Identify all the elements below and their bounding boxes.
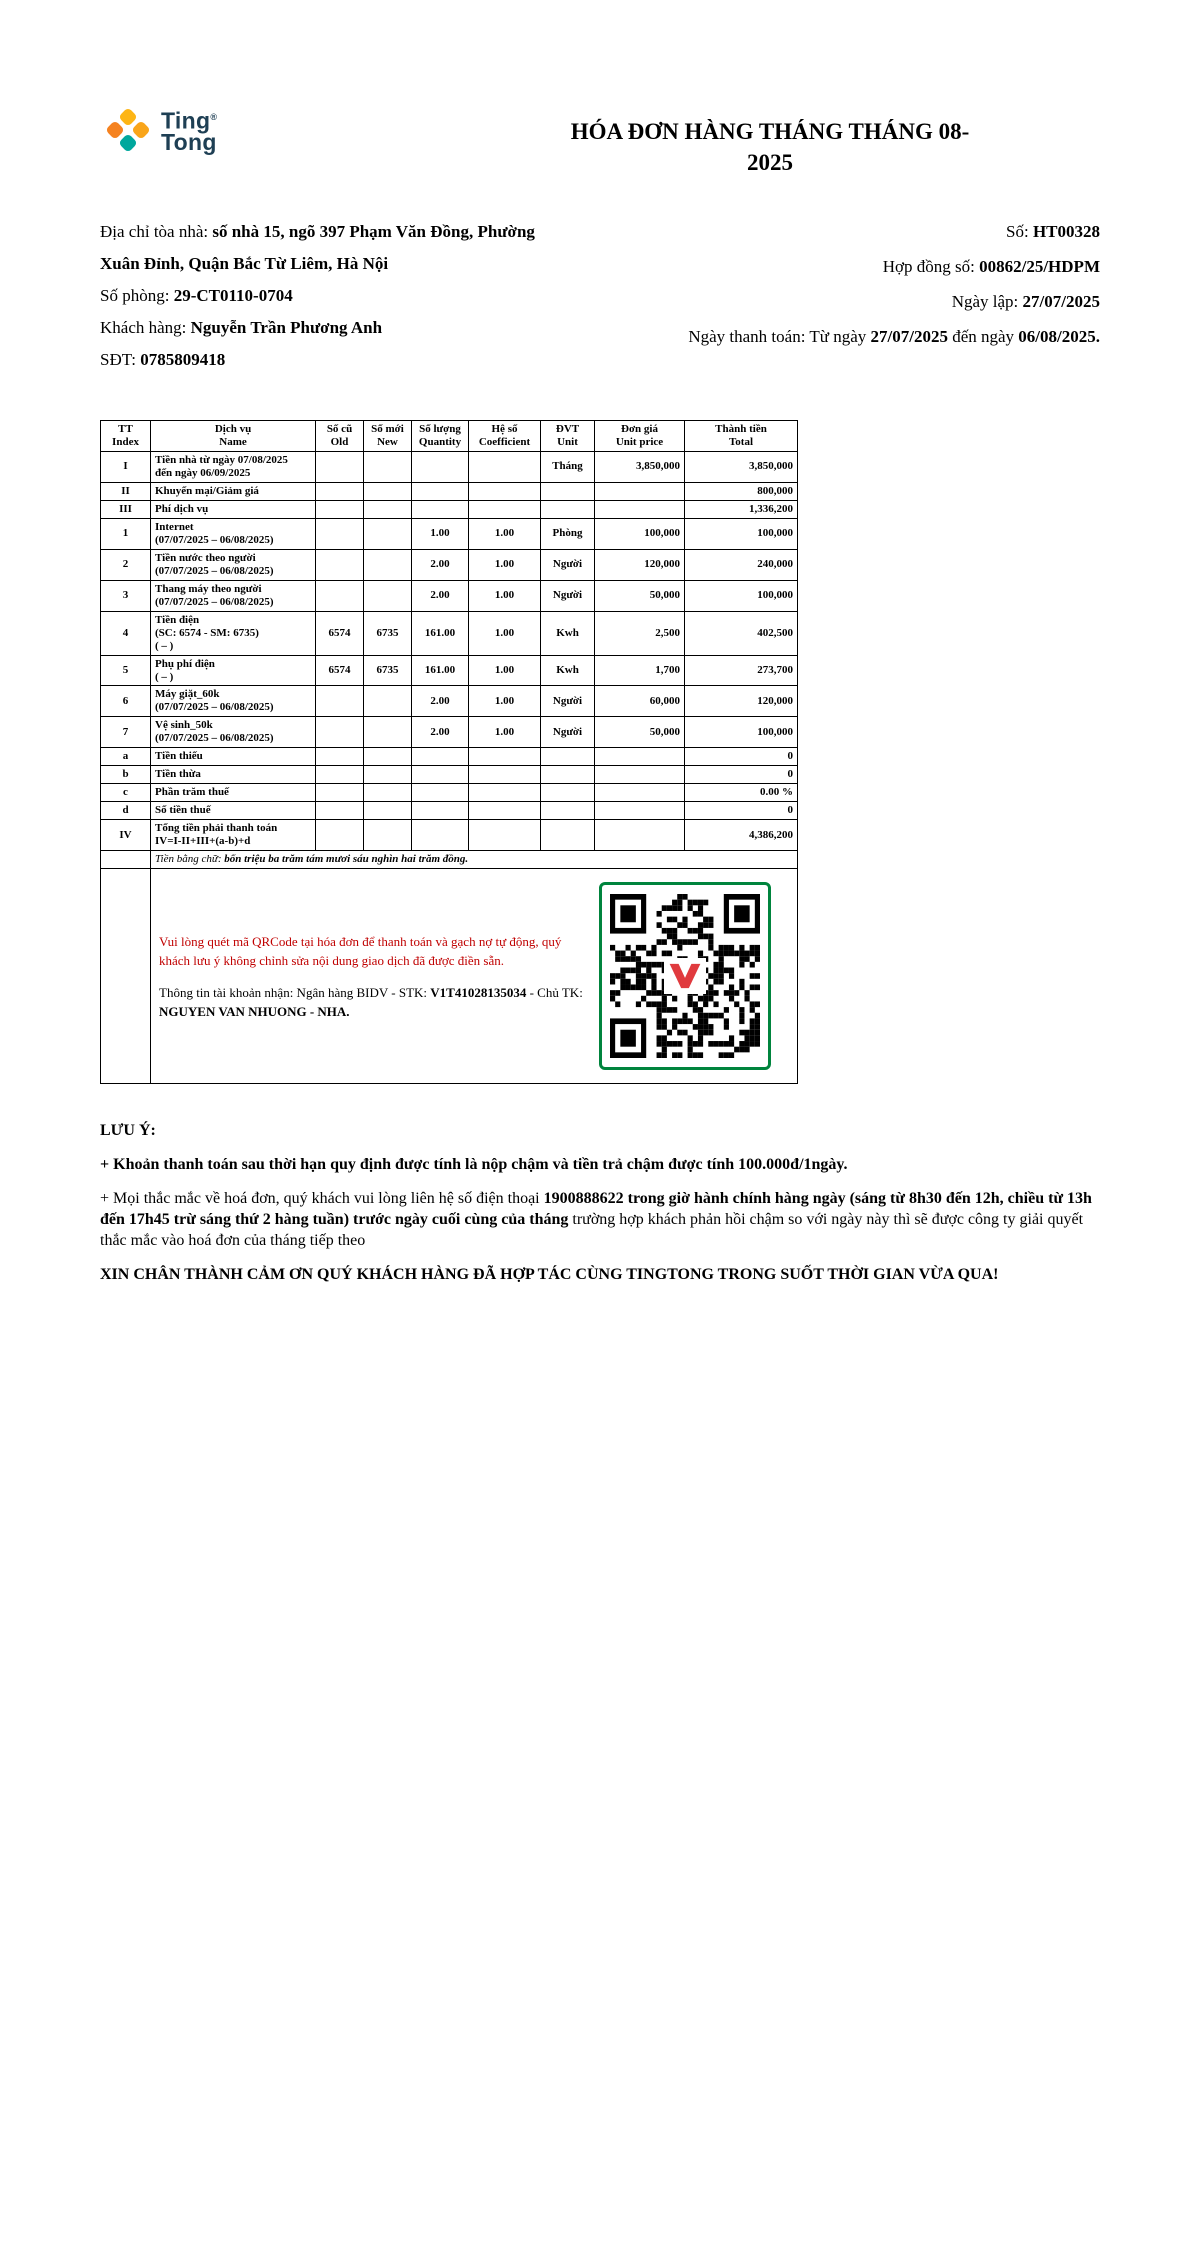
cell-coef: 1.00 <box>469 611 541 655</box>
cell-price: 1,700 <box>595 655 685 686</box>
cell-unit <box>541 802 595 820</box>
cell-old <box>316 802 364 820</box>
service-row-c <box>101 784 798 802</box>
column-header: TT Index <box>101 421 151 452</box>
cell-total: 4,386,200 <box>685 820 798 851</box>
cell-coef <box>469 784 541 802</box>
service-row-II <box>101 482 798 500</box>
bank-account-info <box>159 983 591 1021</box>
hotline-number-and-hours: 1900888622 trong giờ hành chính hàng ngày (sáng từ 8h30 đến 12h, chiều từ 13h đến 17h45 trừ sáng thứ 2 hàng tuần) trước ngày cuối cùng của tháng <box>100 1190 1092 1229</box>
column-header: Số mới New <box>364 421 412 452</box>
cell-price <box>595 500 685 518</box>
cell-coef: 1.00 <box>469 686 541 717</box>
cell-name: Internet (07/07/2025 – 06/08/2025) <box>151 518 316 549</box>
service-row-b <box>101 766 798 784</box>
cell-coef: 1.00 <box>469 549 541 580</box>
cell-old: 6574 <box>316 655 364 686</box>
invoice-number-value: HT00328 <box>1032 222 1100 241</box>
cell-total: 240,000 <box>685 549 798 580</box>
cell-new: 6735 <box>364 611 412 655</box>
cell-new <box>364 518 412 549</box>
cell-qty: 2.00 <box>412 686 469 717</box>
invoice-document <box>100 0 1100 1285</box>
cell-unit: Kwh <box>541 655 595 686</box>
cell-new <box>364 549 412 580</box>
cell-price <box>595 748 685 766</box>
invoice-number-label: Số: <box>1006 222 1033 241</box>
cell-tt: 3 <box>101 580 151 611</box>
qr-payment-notice: Vui lòng quét mã QRCode tại hóa đơn để thanh toán và gạch nợ tự động, quý khách lưu ý không chỉnh sửa nội dung giao dịch đã được điền sẵn. <box>159 933 562 968</box>
cell-price: 3,850,000 <box>595 451 685 482</box>
hotline-note <box>100 1188 1100 1251</box>
service-row-a <box>101 748 798 766</box>
qr-instruction-block <box>159 932 591 1021</box>
cell-total: 0.00 % <box>685 784 798 802</box>
cell-qty: 1.00 <box>412 518 469 549</box>
table-header-row <box>101 421 798 452</box>
cell-qty: 161.00 <box>412 611 469 655</box>
cell-total: 800,000 <box>685 482 798 500</box>
cell-tt: a <box>101 748 151 766</box>
service-row-2 <box>101 549 798 580</box>
invoice-table-body <box>101 451 798 850</box>
service-row-1 <box>101 518 798 549</box>
cell-total: 100,000 <box>685 518 798 549</box>
cell-total: 100,000 <box>685 717 798 748</box>
cell-price <box>595 820 685 851</box>
cell-unit: Người <box>541 549 595 580</box>
footer-notes <box>100 1120 1100 1285</box>
account-holder-name: NGUYEN VAN NHUONG - NHA. <box>159 1003 350 1019</box>
cell-tt: I <box>101 451 151 482</box>
cell-coef <box>469 820 541 851</box>
cell-coef: 1.00 <box>469 518 541 549</box>
contract-number-label: Hợp đồng số: <box>882 257 980 276</box>
cell-empty <box>101 869 151 1084</box>
cell-old <box>316 784 364 802</box>
cell-unit <box>541 784 595 802</box>
column-header: Đơn giá Unit price <box>595 421 685 452</box>
cell-tt: II <box>101 482 151 500</box>
issue-date-value: 27/07/2025 <box>1022 292 1100 311</box>
cell-tt: 2 <box>101 549 151 580</box>
hotline-note-outro: trường hợp khách phản hồi chậm so với ngày này thì sẽ được công ty giải quyết thắc mắc vào hoá đơn của tháng tiếp theo <box>100 1211 1084 1250</box>
cell-total: 402,500 <box>685 611 798 655</box>
cell-qty <box>412 451 469 482</box>
room-number-value: 29-CT0110-0704 <box>173 286 293 305</box>
contract-number-value: 00862/25/HDPM <box>979 257 1100 276</box>
cell-total: 100,000 <box>685 580 798 611</box>
cell-name: Khuyến mại/Giảm giá <box>151 482 316 500</box>
column-header: Số lượng Quantity <box>412 421 469 452</box>
cell-coef: 1.00 <box>469 655 541 686</box>
brand-name <box>161 107 217 153</box>
cell-total: 0 <box>685 802 798 820</box>
cell-total: 120,000 <box>685 686 798 717</box>
cell-unit <box>541 748 595 766</box>
invoice-table-footer <box>101 851 798 1084</box>
cell-price: 50,000 <box>595 717 685 748</box>
cell-coef: 1.00 <box>469 717 541 748</box>
cell-qty: 2.00 <box>412 549 469 580</box>
cell-new <box>364 686 412 717</box>
cell-coef <box>469 802 541 820</box>
cell-new <box>364 451 412 482</box>
cell-old <box>316 580 364 611</box>
cell-price: 100,000 <box>595 518 685 549</box>
service-row-3 <box>101 580 798 611</box>
tingtong-flower-icon <box>104 106 152 154</box>
cell-name: Tiền nước theo người (07/07/2025 – 06/08/2025) <box>151 549 316 580</box>
service-row-7 <box>101 717 798 748</box>
service-row-III <box>101 500 798 518</box>
invoice-header <box>100 106 1100 178</box>
customer-name <box>100 312 578 344</box>
cell-new <box>364 820 412 851</box>
customer-phone-value: 0785809418 <box>140 350 226 369</box>
cell-old <box>316 748 364 766</box>
cell-tt: 4 <box>101 611 151 655</box>
cell-qty <box>412 820 469 851</box>
cell-new: 6735 <box>364 655 412 686</box>
cell-unit: Kwh <box>541 611 595 655</box>
payment-from-date: 27/07/2025 <box>870 327 948 346</box>
cell-price: 50,000 <box>595 580 685 611</box>
brand-name-line1: Ting <box>161 107 211 134</box>
cell-coef: 1.00 <box>469 580 541 611</box>
cell-unit: Phòng <box>541 518 595 549</box>
vietqr-v-icon <box>664 958 706 994</box>
cell-qty: 2.00 <box>412 717 469 748</box>
payment-period-separator: đến ngày <box>947 327 1019 346</box>
registered-trademark-mark: ® <box>210 112 218 123</box>
cell-name: Tổng tiền phải thanh toán IV=I-II+III+(a-b)+d <box>151 820 316 851</box>
payment-period-label: Ngày thanh toán: Từ ngày <box>688 327 871 346</box>
service-row-d <box>101 802 798 820</box>
building-address-label: Địa chỉ tòa nhà: <box>100 222 213 241</box>
column-header: Dịch vụ Name <box>151 421 316 452</box>
cell-total: 1,336,200 <box>685 500 798 518</box>
qr-payment-cell <box>151 869 798 1084</box>
thank-you-note: XIN CHÂN THÀNH CẢM ƠN QUÝ KHÁCH HÀNG ĐÃ HỢP TÁC CÙNG TINGTONG TRONG SUỐT THỜI GIAN VỪA QUA! <box>100 1266 999 1284</box>
service-row-5 <box>101 655 798 686</box>
cell-name: Tiền nhà từ ngày 07/08/2025 đến ngày 06/09/2025 <box>151 451 316 482</box>
cell-tt: 1 <box>101 518 151 549</box>
customer-phone-label: SĐT: <box>100 350 141 369</box>
cell-empty <box>101 851 151 869</box>
cell-tt: 5 <box>101 655 151 686</box>
cell-new <box>364 482 412 500</box>
cell-qty <box>412 500 469 518</box>
customer-name-label: Khách hàng: <box>100 318 191 337</box>
invoice-table-head <box>101 421 798 452</box>
bank-account-number: V1T41028135034 <box>430 984 527 1000</box>
cell-qty <box>412 784 469 802</box>
cell-old <box>316 766 364 784</box>
qr-code <box>599 882 771 1070</box>
invoice-table <box>100 420 798 1084</box>
amount-in-words-row <box>101 851 798 869</box>
cell-total: 3,850,000 <box>685 451 798 482</box>
cell-tt: 6 <box>101 686 151 717</box>
cell-new <box>364 500 412 518</box>
cell-new <box>364 802 412 820</box>
column-header: ĐVT Unit <box>541 421 595 452</box>
cell-name: Số tiền thuế <box>151 802 316 820</box>
cell-new <box>364 748 412 766</box>
cell-name: Tiền thiếu <box>151 748 316 766</box>
cell-old <box>316 482 364 500</box>
cell-qty <box>412 802 469 820</box>
cell-tt: b <box>101 766 151 784</box>
cell-tt: IV <box>101 820 151 851</box>
contract-number <box>660 251 1100 283</box>
cell-unit <box>541 766 595 784</box>
cell-unit: Người <box>541 580 595 611</box>
info-right-column <box>660 216 1100 376</box>
qr-row <box>101 869 798 1084</box>
cell-old <box>316 686 364 717</box>
brand-name-line2: Tong <box>161 128 217 155</box>
column-header: Số cũ Old <box>316 421 364 452</box>
notes-title: LƯU Ý: <box>100 1122 156 1140</box>
cell-qty: 161.00 <box>412 655 469 686</box>
cell-qty <box>412 766 469 784</box>
cell-price <box>595 766 685 784</box>
room-number <box>100 280 578 312</box>
invoice-info <box>100 216 1100 376</box>
hotline-note-intro: + Mọi thắc mắc về hoá đơn, quý khách vui lòng liên hệ số điện thoại <box>100 1190 544 1208</box>
column-header: Hệ số Coefficient <box>469 421 541 452</box>
cell-old <box>316 500 364 518</box>
cell-new <box>364 580 412 611</box>
customer-phone <box>100 344 578 376</box>
issue-date-label: Ngày lập: <box>951 292 1023 311</box>
cell-old <box>316 549 364 580</box>
cell-price: 60,000 <box>595 686 685 717</box>
cell-new <box>364 766 412 784</box>
cell-tt: c <box>101 784 151 802</box>
cell-qty <box>412 482 469 500</box>
cell-old <box>316 451 364 482</box>
cell-unit: Người <box>541 686 595 717</box>
cell-price: 2,500 <box>595 611 685 655</box>
cell-coef <box>469 451 541 482</box>
cell-name: Phụ phí điện ( – ) <box>151 655 316 686</box>
cell-unit: Người <box>541 717 595 748</box>
cell-name: Vệ sinh_50k (07/07/2025 – 06/08/2025) <box>151 717 316 748</box>
cell-tt: d <box>101 802 151 820</box>
cell-price <box>595 784 685 802</box>
building-address <box>100 216 578 280</box>
cell-unit <box>541 500 595 518</box>
cell-unit: Tháng <box>541 451 595 482</box>
cell-name: Thang máy theo người (07/07/2025 – 06/08/2025) <box>151 580 316 611</box>
cell-old <box>316 820 364 851</box>
cell-coef <box>469 748 541 766</box>
account-holder-label: - Chủ TK: <box>526 984 583 1000</box>
cell-price: 120,000 <box>595 549 685 580</box>
cell-name: Phần trăm thuế <box>151 784 316 802</box>
cell-unit <box>541 482 595 500</box>
info-left-column <box>100 216 578 376</box>
invoice-number <box>660 216 1100 248</box>
service-row-6 <box>101 686 798 717</box>
payment-to-date: 06/08/2025. <box>1018 327 1100 346</box>
invoice-title <box>440 106 1100 178</box>
cell-name: Tiền điện (SC: 6574 - SM: 6735) ( – ) <box>151 611 316 655</box>
column-header: Thành tiền Total <box>685 421 798 452</box>
service-row-4 <box>101 611 798 655</box>
amount-in-words-cell <box>151 851 798 869</box>
cell-total: 0 <box>685 748 798 766</box>
room-number-label: Số phòng: <box>100 286 174 305</box>
cell-new <box>364 784 412 802</box>
issue-date <box>660 286 1100 318</box>
cell-qty <box>412 748 469 766</box>
cell-new <box>364 717 412 748</box>
amount-in-words-label: Tiền bằng chữ: <box>155 853 225 866</box>
late-payment-note: + Khoản thanh toán sau thời hạn quy định được tính là nộp chậm và tiền trả chậm được tính 100.000đ/1ngày. <box>100 1156 848 1174</box>
cell-qty: 2.00 <box>412 580 469 611</box>
cell-old <box>316 717 364 748</box>
cell-name: Tiền thừa <box>151 766 316 784</box>
tingtong-logo <box>100 106 217 154</box>
cell-name: Máy giặt_60k (07/07/2025 – 06/08/2025) <box>151 686 316 717</box>
cell-price <box>595 802 685 820</box>
bank-account-label: Thông tin tài khoản nhận: Ngân hàng BIDV - STK: <box>159 984 431 1000</box>
cell-coef <box>469 766 541 784</box>
cell-old: 6574 <box>316 611 364 655</box>
cell-total: 273,700 <box>685 655 798 686</box>
cell-tt: 7 <box>101 717 151 748</box>
service-row-I <box>101 451 798 482</box>
service-row-IV <box>101 820 798 851</box>
cell-tt: III <box>101 500 151 518</box>
cell-name: Phí dịch vụ <box>151 500 316 518</box>
cell-coef <box>469 482 541 500</box>
cell-price <box>595 482 685 500</box>
invoice-title-line2: 2025 <box>747 150 793 175</box>
amount-in-words-value: bốn triệu ba trăm tám mươi sáu nghìn hai trăm đồng. <box>224 853 469 866</box>
customer-name-value: Nguyễn Trần Phương Anh <box>190 318 383 337</box>
invoice-title-line1: HÓA ĐƠN HÀNG THÁNG THÁNG 08- <box>570 119 970 144</box>
cell-unit <box>541 820 595 851</box>
cell-old <box>316 518 364 549</box>
building-address-value: số nhà 15, ngõ 397 Phạm Văn Đồng, Phường Xuân Đỉnh, Quận Bắc Từ Liêm, Hà Nội <box>100 222 535 273</box>
cell-total: 0 <box>685 766 798 784</box>
payment-period <box>660 321 1100 353</box>
cell-coef <box>469 500 541 518</box>
